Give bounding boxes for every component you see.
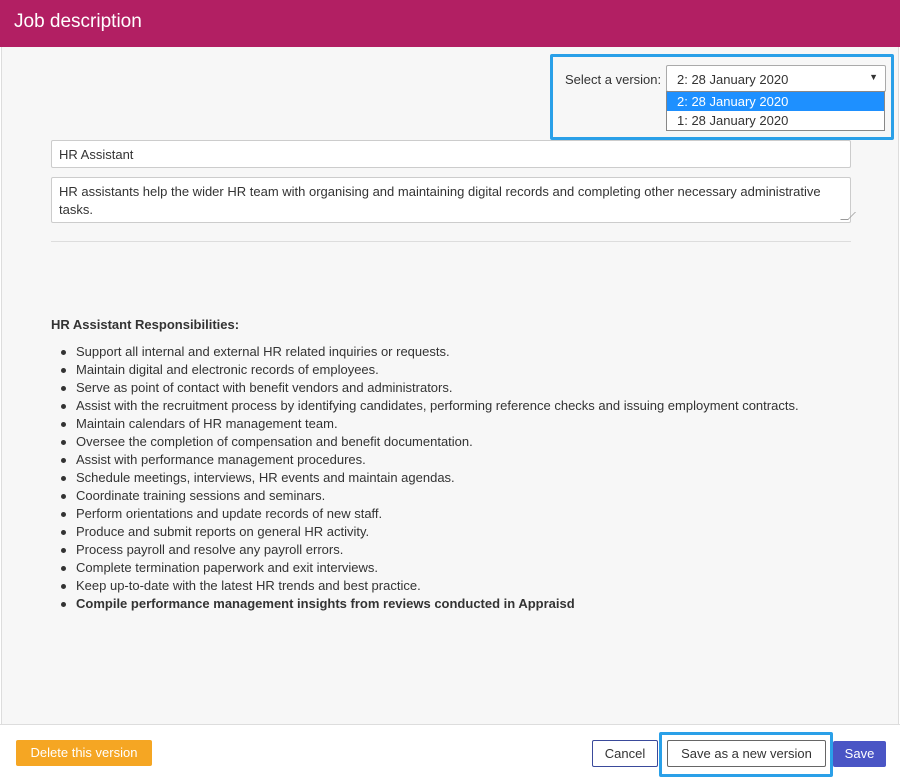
responsibility-item (51, 415, 871, 433)
responsibility-text: Serve as point of contact with benefit vendors and administrators. (76, 380, 453, 395)
responsibility-text: Produce and submit reports on general HR activity. (76, 524, 370, 539)
responsibility-item (51, 541, 871, 559)
responsibility-text: Maintain calendars of HR management team. (76, 416, 338, 431)
responsibility-text: Assist with the recruitment process by identifying candidates, performing reference checks and issuing employment contracts. (76, 398, 799, 413)
responsibility-item (51, 505, 871, 523)
responsibility-text: Perform orientations and update records of new staff. (76, 506, 383, 521)
dropdown-arrow-icon: ▼ (869, 72, 878, 82)
bullet-icon (61, 458, 66, 463)
responsibility-text: Maintain digital and electronic records of employees. (76, 362, 379, 377)
responsibility-text: Support all internal and external HR related inquiries or requests. (76, 344, 450, 359)
responsibility-text: Keep up-to-date with the latest HR trends and best practice. (76, 578, 421, 593)
responsibilities-heading: HR Assistant Responsibilities: (51, 317, 240, 332)
cancel-button[interactable]: Cancel (592, 740, 658, 767)
responsibility-text: Oversee the completion of compensation and benefit documentation. (76, 434, 473, 449)
job-description-text: HR assistants help the wider HR team with organising and maintaining digital records and completing other necessary administrative tasks. (59, 184, 821, 217)
responsibility-item (51, 451, 871, 469)
responsibility-item (51, 361, 871, 379)
job-description-textarea[interactable] (51, 177, 851, 223)
job-title-input[interactable]: HR Assistant (51, 140, 851, 168)
dialog-title: Job description (14, 11, 142, 32)
bullet-icon (61, 548, 66, 553)
responsibilities-list (51, 343, 871, 613)
bullet-icon (61, 440, 66, 445)
responsibility-item (51, 595, 871, 613)
responsibility-text: Assist with performance management procedures. (76, 452, 366, 467)
version-dropdown-list (666, 91, 885, 131)
version-option[interactable]: 2: 28 January 2020 (667, 92, 884, 111)
responsibility-item (51, 469, 871, 487)
delete-version-button[interactable]: Delete this version (16, 740, 152, 766)
responsibility-text: Coordinate training sessions and seminars. (76, 488, 326, 503)
bullet-icon (61, 476, 66, 481)
version-label: Select a version: (565, 72, 662, 87)
bullet-icon (61, 368, 66, 373)
responsibility-item (51, 487, 871, 505)
bullet-icon (61, 530, 66, 535)
dialog-header (0, 0, 900, 47)
save-as-new-version-button[interactable]: Save as a new version (667, 740, 826, 767)
bullet-icon (61, 584, 66, 589)
responsibility-item (51, 523, 871, 541)
bullet-icon (61, 494, 66, 499)
version-select-value: 2: 28 January 2020 (677, 72, 789, 87)
bullet-icon (61, 350, 66, 355)
responsibility-item (51, 343, 871, 361)
responsibility-item (51, 577, 871, 595)
bullet-icon (61, 422, 66, 427)
version-option[interactable]: 1: 28 January 2020 (677, 113, 789, 128)
responsibility-item (51, 379, 871, 397)
responsibility-item (51, 559, 871, 577)
bullet-icon (61, 386, 66, 391)
section-divider (51, 241, 851, 242)
bullet-icon (61, 602, 66, 607)
bullet-icon (61, 512, 66, 517)
responsibility-text: Schedule meetings, interviews, HR events and maintain agendas. (76, 470, 455, 485)
responsibility-text: Process payroll and resolve any payroll errors. (76, 542, 344, 557)
responsibility-text: Complete termination paperwork and exit interviews. (76, 560, 379, 575)
responsibility-item (51, 397, 871, 415)
responsibility-text: Compile performance management insights from reviews conducted in Appraisd (76, 596, 575, 611)
bullet-icon (61, 566, 66, 571)
save-button[interactable]: Save (833, 741, 886, 767)
responsibility-item (51, 433, 871, 451)
version-select[interactable] (666, 65, 886, 92)
bullet-icon (61, 404, 66, 409)
